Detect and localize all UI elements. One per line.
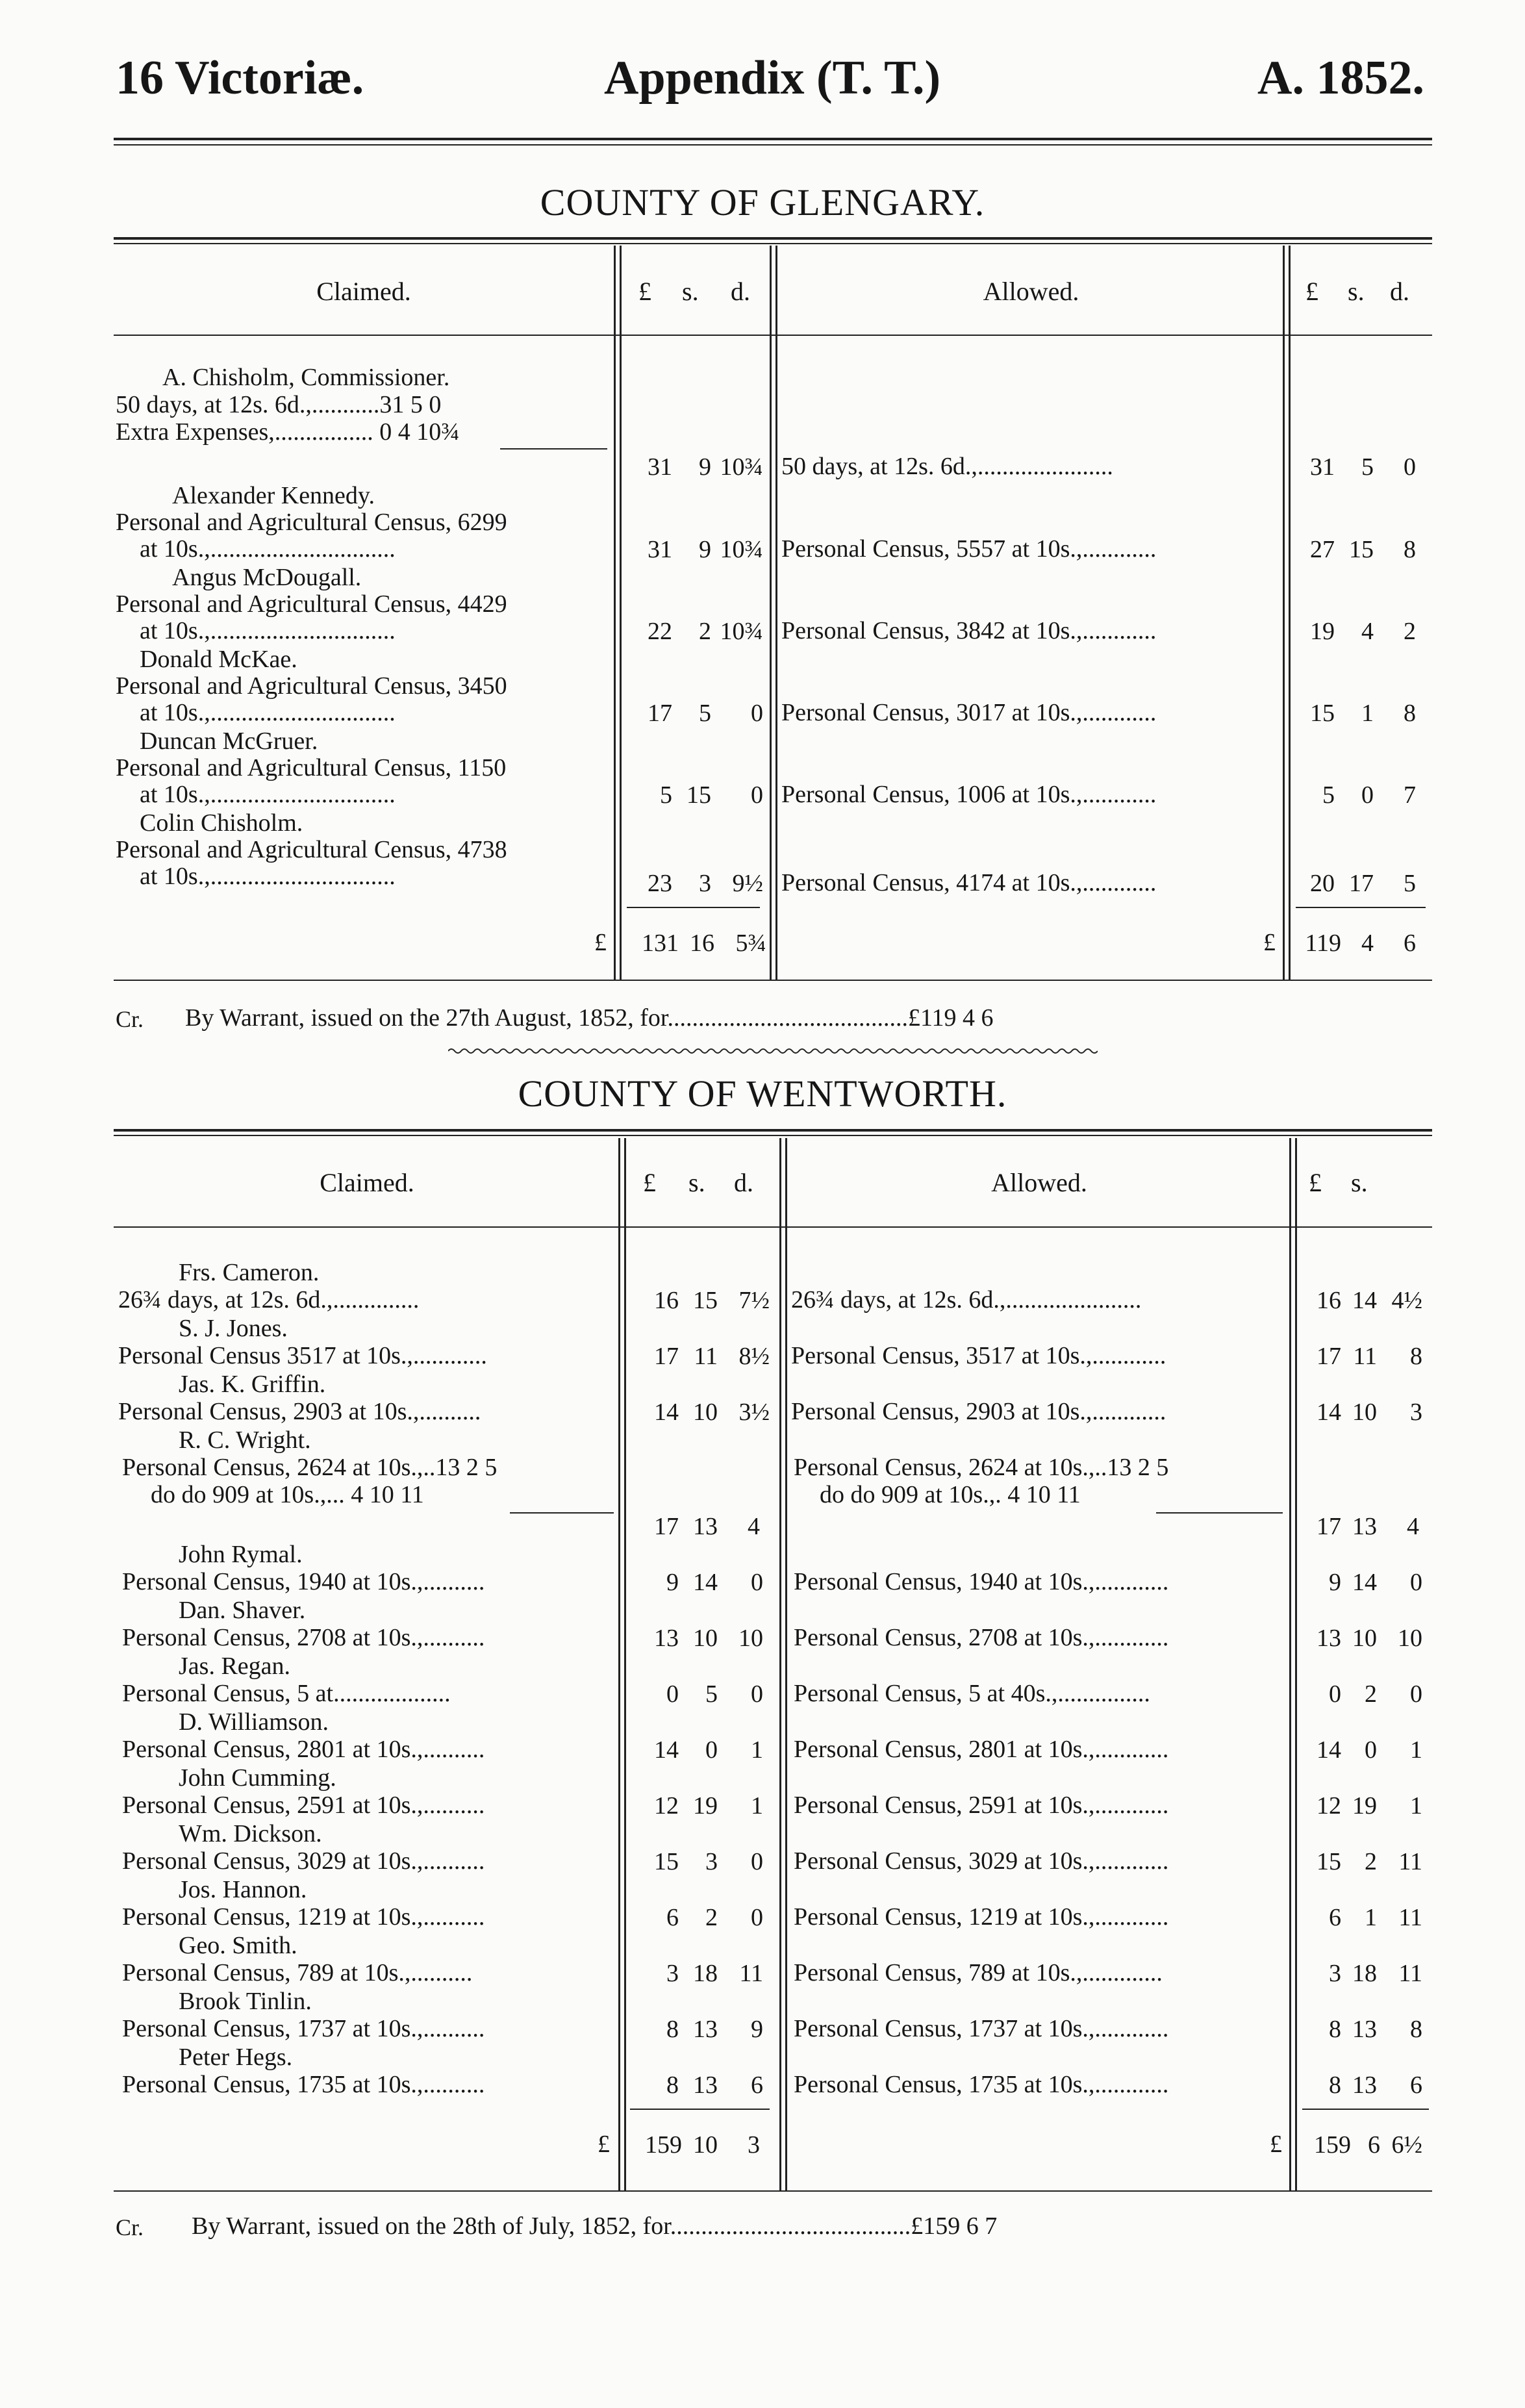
allowed-shillings: 1 [1361, 700, 1374, 727]
allowed-shillings: 10 [1352, 1399, 1377, 1426]
shilling-header: s. [1351, 1168, 1368, 1197]
allowed-pounds: 12 [1317, 1792, 1341, 1819]
claimant-name: Alexander Kennedy. [172, 482, 375, 509]
claimant-name: R. C. Wright. [179, 1426, 311, 1454]
credit-warrant: By Warrant, issued on the 28th of July, 1852, for.......................................£159 6 7 [192, 2212, 998, 2240]
allowed-pence: 4 [1407, 1513, 1419, 1540]
allowed-pence: 0 [1410, 1680, 1422, 1708]
allowed-pence: 11 [1398, 1848, 1422, 1875]
pound-header: £ [638, 277, 651, 306]
page-header [0, 51, 1525, 109]
claimed-pence: 7½ [738, 1287, 770, 1314]
allowed-desc: Personal Census, 1737 at 10s.,............ [794, 2015, 1169, 2042]
allowed-shillings: 2 [1365, 1680, 1377, 1708]
allowed-header: Allowed. [983, 277, 1079, 306]
claimed-pounds: 15 [654, 1848, 679, 1875]
claimed-pence: 9½ [732, 870, 763, 897]
claim-line: Personal Census, 5 at................... [122, 1680, 451, 1707]
wentworth-bottom-rule [114, 2190, 1432, 2192]
total-pound-mark: £ [598, 2131, 610, 2158]
claimant-name: Geo. Smith. [179, 1932, 297, 1959]
credit-label: Cr. [116, 2214, 144, 2240]
allowed-desc: Personal Census, 2903 at 10s.,............ [791, 1398, 1166, 1425]
claimed-pounds: 22 [648, 618, 672, 645]
claimed-pence: 0 [751, 700, 763, 727]
allowed-pounds: 16 [1317, 1287, 1341, 1314]
allowed-pence: 8 [1404, 536, 1416, 563]
pence-header: d. [731, 277, 750, 306]
wentworth-divider [779, 1138, 781, 2190]
allowed-pence: 8 [1410, 1343, 1422, 1370]
claimed-pence: 0 [751, 1680, 763, 1708]
claimed-header: Claimed. [316, 277, 411, 306]
allowed-pounds: 19 [1310, 618, 1335, 645]
allowed-pounds: 0 [1329, 1680, 1341, 1708]
claimed-pounds: 31 [648, 536, 672, 563]
shilling-header: s. [688, 1168, 705, 1197]
claim-line: Personal Census, 1219 at 10s.,.......... [122, 1903, 485, 1931]
claim-line: Personal Census, 2801 at 10s.,.......... [122, 1736, 485, 1763]
claimed-pence: 0 [751, 1904, 763, 1931]
allowed-desc: Personal Census, 1735 at 10s.,............ [794, 2071, 1169, 2098]
claimed-shillings: 3 [699, 870, 711, 897]
claimed-pounds: 0 [666, 1680, 679, 1708]
total-claimed-pence: 5¾ [735, 930, 766, 957]
claimed-pounds: 23 [648, 870, 672, 897]
claimed-shillings: 0 [705, 1736, 718, 1764]
total-claimed-shillings: 10 [693, 2131, 718, 2159]
claimed-pounds: 14 [654, 1399, 679, 1426]
glengary-top-rule-thin [114, 243, 1432, 244]
claimant-name: Jas. K. Griffin. [179, 1371, 326, 1398]
total-allowed-pounds: 119 [1305, 930, 1341, 957]
credit-label: Cr. [116, 1006, 144, 1032]
allowed-shillings: 10 [1352, 1625, 1377, 1652]
claim-line: at 10s.,.............................. [140, 781, 396, 808]
allowed-pounds: 9 [1329, 1569, 1341, 1596]
allowed-desc: 26¾ days, at 12s. 6d.,...................... [791, 1286, 1142, 1313]
claimed-pounds: 9 [666, 1569, 679, 1596]
allowed-desc: Personal Census, 789 at 10s.,............. [794, 1959, 1163, 1986]
total-claimed-pence: 3 [748, 2131, 760, 2159]
claimant-name: Dan. Shaver. [179, 1597, 306, 1624]
claimed-pence: 10¾ [720, 453, 763, 481]
allowed-pounds: 14 [1317, 1399, 1341, 1426]
claimed-shillings: 9 [699, 536, 711, 563]
total-pound-mark: £ [1263, 929, 1276, 956]
allowed-pounds: 8 [1329, 2072, 1341, 2099]
claimed-shillings: 13 [693, 1513, 718, 1540]
allowed-desc: Personal Census, 3017 at 10s.,............ [781, 699, 1157, 726]
total-allowed-shillings: 6 [1368, 2131, 1380, 2159]
allowed-shillings: 4 [1361, 618, 1374, 645]
allowed-pounds: 13 [1317, 1625, 1341, 1652]
allowed-pounds: 5 [1322, 781, 1335, 809]
claimed-pence: 3½ [738, 1399, 770, 1426]
claim-line: Personal and Agricultural Census, 3450 [116, 672, 507, 700]
glengary-divider [1283, 246, 1285, 980]
allowed-pence: 10 [1398, 1625, 1422, 1652]
claimed-pence: 0 [751, 1569, 763, 1596]
allowed-shillings: 14 [1352, 1569, 1377, 1596]
allowed-shillings: 19 [1352, 1792, 1377, 1819]
allowed-pence: 1 [1410, 1736, 1422, 1764]
allowed-pounds: 17 [1317, 1513, 1341, 1540]
claimant-name: Peter Hegs. [179, 2044, 293, 2071]
allowed-header: Allowed. [991, 1168, 1087, 1197]
allowed-pence: 5 [1404, 870, 1416, 897]
allowed-pence: 6 [1410, 2072, 1422, 2099]
claim-line: Extra Expenses,................ 0 4 10¾ [116, 418, 460, 446]
claimed-pounds: 6 [666, 1904, 679, 1931]
claim-line: Personal Census, 1735 at 10s.,.......... [122, 2071, 485, 2098]
subtotal-rule [1156, 1512, 1283, 1514]
glengary-head-rule [114, 335, 1432, 336]
appendix-label: Appendix (T. T.) [604, 51, 941, 105]
allowed-shillings: 15 [1349, 536, 1374, 563]
total-rule [627, 907, 760, 908]
claimed-pence: 1 [751, 1792, 763, 1819]
claim-line: at 10s.,.............................. [140, 617, 396, 644]
claimant-name: Angus McDougall. [172, 564, 362, 591]
allowed-pence: 3 [1410, 1399, 1422, 1426]
claimed-shillings: 2 [699, 618, 711, 645]
credit-warrant: By Warrant, issued on the 27th August, 1852, for.......................................£119 4 6 [185, 1004, 994, 1032]
allowed-desc: Personal Census, 5 at 40s.,............... [794, 1680, 1150, 1707]
claimed-shillings: 18 [693, 1960, 718, 1987]
claimant-name: S. J. Jones. [179, 1315, 288, 1342]
claimed-shillings: 10 [693, 1625, 718, 1652]
allowed-shillings: 13 [1352, 1513, 1377, 1540]
total-claimed-pounds: 159 [645, 2131, 682, 2159]
claimed-pence: 9 [751, 2016, 763, 2043]
claimed-shillings: 19 [693, 1792, 718, 1819]
allowed-desc: Personal Census, 1940 at 10s.,............ [794, 1568, 1169, 1595]
pound-header: £ [1305, 277, 1318, 306]
allowed-desc: Personal Census, 1006 at 10s.,............ [781, 781, 1157, 808]
allowed-shillings: 13 [1352, 2072, 1377, 2099]
allowed-desc: Personal Census, 1219 at 10s.,............ [794, 1903, 1169, 1931]
claim-line: 26¾ days, at 12s. 6d.,.............. [118, 1286, 420, 1313]
allowed-pence: 2 [1404, 618, 1416, 645]
claim-line: do do 909 at 10s.,... 4 10 11 [151, 1481, 424, 1508]
allowed-pence: 0 [1410, 1569, 1422, 1596]
allowed-shillings: 5 [1361, 453, 1374, 481]
wentworth-divider [1289, 1138, 1291, 2190]
claimed-pence: 10¾ [720, 618, 763, 645]
allowed-pounds: 27 [1310, 536, 1335, 563]
claimed-pence: 0 [751, 1848, 763, 1875]
claimed-shillings: 3 [705, 1848, 718, 1875]
header-rule [114, 138, 1432, 140]
allowed-shillings: 11 [1353, 1343, 1377, 1370]
claimed-header: Claimed. [320, 1168, 414, 1197]
allowed-pence: 8 [1404, 700, 1416, 727]
claim-line: Personal Census, 1940 at 10s.,.......... [122, 1568, 485, 1595]
pound-header: £ [643, 1168, 656, 1197]
allowed-pounds: 31 [1310, 453, 1335, 481]
allowed-pence: 0 [1404, 453, 1416, 481]
glengary-divider [1289, 246, 1291, 980]
wentworth-title: COUNTY OF WENTWORTH. [518, 1072, 1007, 1115]
allowed-pounds: 14 [1317, 1736, 1341, 1764]
claimed-pounds: 31 [648, 453, 672, 481]
claimed-shillings: 14 [693, 1569, 718, 1596]
session-label: 16 Victoriæ. [116, 51, 364, 105]
claimed-pounds: 16 [654, 1287, 679, 1314]
glengary-bottom-rule [114, 980, 1432, 981]
total-allowed-shillings: 4 [1361, 930, 1374, 957]
allowed-shillings: 14 [1352, 1287, 1377, 1314]
allowed-desc: Personal Census, 2801 at 10s.,............ [794, 1736, 1169, 1763]
claimed-pence: 10¾ [720, 536, 763, 563]
allowed-pence: 8 [1410, 2016, 1422, 2043]
claim-line: 50 days, at 12s. 6d.,...........31 5 0 [116, 391, 442, 418]
section-ornament [448, 1047, 1098, 1055]
claim-line: Personal Census, 3029 at 10s.,.......... [122, 1847, 485, 1875]
claimed-shillings: 10 [693, 1399, 718, 1426]
total-allowed-pence: 6 [1404, 930, 1416, 957]
allowed-desc: Personal Census, 2591 at 10s.,............ [794, 1792, 1169, 1819]
claimed-shillings: 15 [687, 781, 711, 809]
allowed-desc: 50 days, at 12s. 6d.,...................... [781, 453, 1113, 480]
allowed-desc: Personal Census, 3029 at 10s.,............ [794, 1847, 1169, 1875]
claim-line: at 10s.,.............................. [140, 699, 396, 726]
wentworth-divider [618, 1138, 620, 2190]
allowed-pounds: 6 [1329, 1904, 1341, 1931]
allowed-pence: 11 [1398, 1904, 1422, 1931]
wentworth-head-rule [114, 1226, 1432, 1228]
total-pound-mark: £ [1270, 2131, 1282, 2158]
allowed-desc: Personal Census, 5557 at 10s.,............ [781, 535, 1157, 563]
year-label: A. 1852. [1257, 51, 1424, 105]
claim-line: Personal Census 3517 at 10s.,............ [118, 1342, 487, 1369]
claimant-name: Wm. Dickson. [179, 1820, 322, 1847]
pence-header: d. [1390, 277, 1409, 306]
claimed-shillings: 2 [705, 1904, 718, 1931]
subtotal-rule [510, 1512, 614, 1514]
claimed-shillings: 11 [694, 1343, 718, 1370]
wentworth-divider [1295, 1138, 1297, 2190]
claimed-pence: 6 [751, 2072, 763, 2099]
claimed-pounds: 14 [654, 1736, 679, 1764]
total-rule [1302, 2109, 1429, 2110]
allowed-desc: do do 909 at 10s.,. 4 10 11 [820, 1481, 1081, 1508]
claimant-name: Jas. Regan. [179, 1653, 291, 1680]
claimed-pence: 8½ [738, 1343, 770, 1370]
claimed-shillings: 5 [705, 1680, 718, 1708]
total-allowed-pence: 6½ [1391, 2131, 1422, 2159]
allowed-desc: Personal Census, 2708 at 10s.,............ [794, 1624, 1169, 1651]
claim-line: Personal Census, 789 at 10s.,.......... [122, 1959, 473, 1986]
claimed-pence: 1 [751, 1736, 763, 1764]
allowed-pounds: 17 [1317, 1343, 1341, 1370]
pound-header: £ [1309, 1168, 1322, 1197]
claimed-pence: 11 [739, 1960, 763, 1987]
allowed-shillings: 17 [1349, 870, 1374, 897]
claimed-pounds: 13 [654, 1625, 679, 1652]
shilling-header: s. [1348, 277, 1365, 306]
claim-line: Personal and Agricultural Census, 6299 [116, 509, 507, 536]
claim-line: Personal and Agricultural Census, 4738 [116, 836, 507, 863]
claimant-name: John Cumming. [179, 1764, 336, 1792]
wentworth-divider [624, 1138, 626, 2190]
claim-line: at 10s.,.............................. [140, 863, 396, 890]
claimed-pence: 4 [748, 1513, 760, 1540]
allowed-pounds: 15 [1317, 1848, 1341, 1875]
allowed-pounds: 15 [1310, 700, 1335, 727]
allowed-pence: 1 [1410, 1792, 1422, 1819]
claimed-pounds: 17 [648, 700, 672, 727]
allowed-desc: Personal Census, 4174 at 10s.,............ [781, 869, 1157, 896]
glengary-top-rule [114, 237, 1432, 240]
header-rule-thin [114, 144, 1432, 146]
allowed-desc: Personal Census, 2624 at 10s.,..13 2 5 [794, 1454, 1169, 1481]
claim-line: Personal Census, 1737 at 10s.,.......... [122, 2015, 485, 2042]
total-claimed-shillings: 16 [690, 930, 714, 957]
claimant-name: Frs. Cameron. [179, 1259, 320, 1286]
claimed-shillings: 15 [693, 1287, 718, 1314]
allowed-shillings: 1 [1365, 1904, 1377, 1931]
claim-line: Personal Census, 2624 at 10s.,..13 2 5 [122, 1454, 498, 1481]
glengary-divider [614, 246, 616, 980]
claimed-shillings: 13 [693, 2072, 718, 2099]
total-allowed-pounds: 159 [1314, 2131, 1351, 2159]
claimed-pounds: 8 [666, 2072, 679, 2099]
claim-line: Personal Census, 2591 at 10s.,.......... [122, 1792, 485, 1819]
claimed-pounds: 12 [654, 1792, 679, 1819]
total-pound-mark: £ [594, 929, 607, 956]
claimed-shillings: 13 [693, 2016, 718, 2043]
claimant-name: Colin Chisholm. [140, 809, 303, 837]
subtotal-rule [500, 448, 607, 450]
claim-line: Personal and Agricultural Census, 1150 [116, 754, 507, 781]
allowed-shillings: 0 [1361, 781, 1374, 809]
glengary-divider [770, 246, 772, 980]
total-rule [1296, 907, 1426, 908]
claim-line: Personal and Agricultural Census, 4429 [116, 590, 507, 618]
wentworth-divider [785, 1138, 787, 2190]
claimant-name: A. Chisholm, Commissioner. [162, 364, 450, 391]
allowed-desc: Personal Census, 3517 at 10s.,............ [791, 1342, 1166, 1369]
claimed-pence: 0 [751, 781, 763, 809]
allowed-shillings: 2 [1365, 1848, 1377, 1875]
claimed-pounds: 8 [666, 2016, 679, 2043]
shilling-header: s. [682, 277, 699, 306]
claimed-pounds: 3 [666, 1960, 679, 1987]
glengary-divider [775, 246, 777, 980]
claim-line: Personal Census, 2903 at 10s.,.......... [118, 1398, 481, 1425]
allowed-pence: 11 [1398, 1960, 1422, 1987]
claimant-name: Jos. Hannon. [179, 1876, 307, 1903]
pence-header: d. [734, 1168, 753, 1197]
total-rule [630, 2109, 770, 2110]
claim-line: Personal Census, 2708 at 10s.,.......... [122, 1624, 485, 1651]
wentworth-top-rule-thin [114, 1135, 1432, 1136]
claimed-pence: 10 [738, 1625, 763, 1652]
claim-line: at 10s.,.............................. [140, 535, 396, 563]
claimed-pounds: 5 [660, 781, 672, 809]
allowed-pounds: 20 [1310, 870, 1335, 897]
claimed-shillings: 5 [699, 700, 711, 727]
claimant-name: Brook Tinlin. [179, 1988, 312, 2015]
claimant-name: John Rymal. [179, 1541, 303, 1568]
glengary-divider [620, 246, 622, 980]
wentworth-top-rule [114, 1129, 1432, 1132]
claimed-pounds: 17 [654, 1513, 679, 1540]
allowed-desc: Personal Census, 3842 at 10s.,............ [781, 617, 1157, 644]
allowed-shillings: 18 [1352, 1960, 1377, 1987]
allowed-pounds: 3 [1329, 1960, 1341, 1987]
allowed-pence: 4½ [1391, 1287, 1422, 1314]
allowed-pence: 7 [1404, 781, 1416, 809]
claimant-name: Donald McKae. [140, 646, 297, 673]
total-claimed-pounds: 131 [642, 930, 679, 957]
allowed-shillings: 13 [1352, 2016, 1377, 2043]
claimant-name: D. Williamson. [179, 1708, 329, 1736]
claimed-pounds: 17 [654, 1343, 679, 1370]
claimed-shillings: 9 [699, 453, 711, 481]
allowed-shillings: 0 [1365, 1736, 1377, 1764]
glengary-title: COUNTY OF GLENGARY. [540, 181, 985, 223]
allowed-pounds: 8 [1329, 2016, 1341, 2043]
claimant-name: Duncan McGruer. [140, 728, 318, 755]
